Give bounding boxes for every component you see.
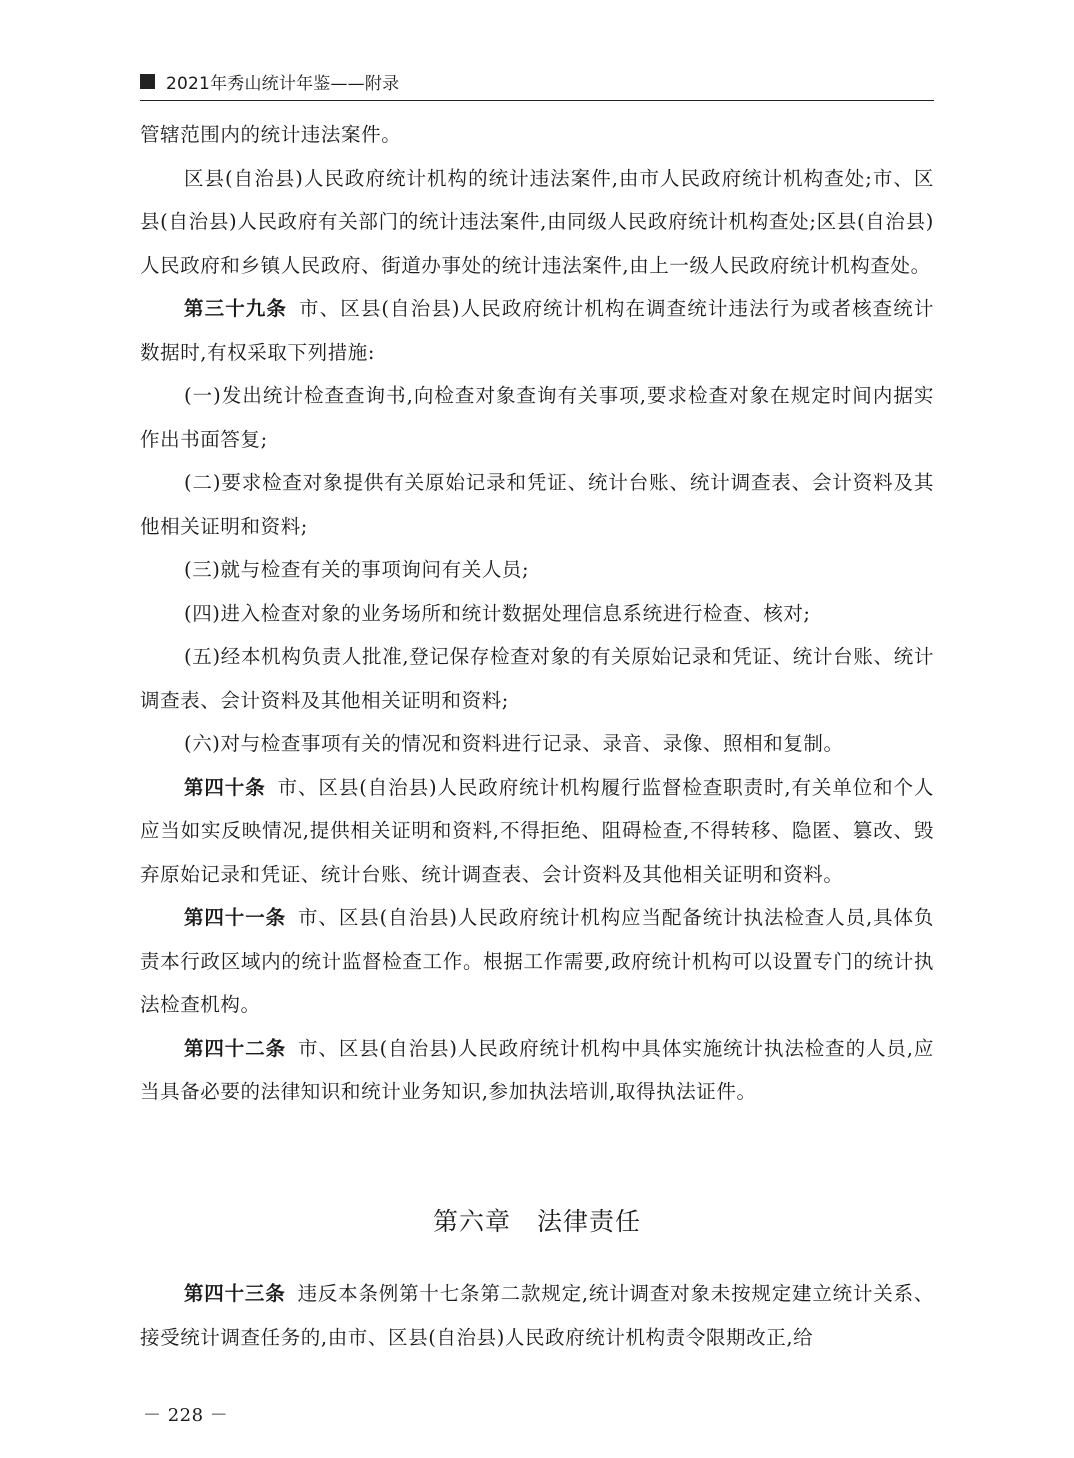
paragraph-text: (五)经本机构负责人批准,登记保存检查对象的有关原始记录和凭证、统计台账、统计调查表、会计资料及其他相关证明和资料; — [140, 645, 934, 712]
chapter-title: 第六章 法律责任 — [432, 1207, 641, 1236]
list-item — [140, 461, 934, 548]
paragraph — [140, 157, 934, 288]
paragraph-text: 市、区县(自治县)人民政府统计机构应当配备统计执法检查人员,具体负责本行政区域内的统计监督检查工作。根据工作需要,政府统计机构可以设置专门的统计执法检查机构。 — [140, 906, 934, 1016]
list-item — [140, 635, 934, 722]
paragraph-text: 市、区县(自治县)人民政府统计机构在调查统计违法行为或者核查统计数据时,有权采取下列措施: — [140, 297, 934, 364]
header-title: 2021年秀山统计年鉴——附录 — [166, 73, 400, 94]
article-40 — [140, 766, 934, 897]
body-text-continued — [140, 1272, 934, 1359]
list-item — [140, 592, 934, 636]
article-43 — [140, 1272, 934, 1359]
article-label: 第四十二条 — [184, 1036, 287, 1060]
paragraph-text: (四)进入检查对象的业务场所和统计数据处理信息系统进行检查、核对; — [184, 601, 811, 625]
paragraph-text: 市、区县(自治县)人民政府统计机构中具体实施统计执法检查的人员,应当具备必要的法律知识和统计业务知识,参加执法培训,取得执法证件。 — [140, 1036, 934, 1103]
body-text — [140, 113, 934, 1114]
article-label: 第四十一条 — [184, 906, 287, 929]
running-header — [140, 70, 934, 101]
article-label: 第四十条 — [184, 775, 266, 799]
paragraph-text: 市、区县(自治县)人民政府统计机构履行监督检查职责时,有关单位和个人应当如实反映情况,提供相关证明和资料,不得拒绝、阻碍检查,不得转移、隐匿、篡改、毁弃原始记录和凭证、统计台账、统计调查表、会计资料及其他相关证明和资料。 — [140, 775, 934, 886]
paragraph-text: 管辖范围内的统计违法案件。 — [140, 123, 402, 146]
paragraph-text: (三)就与检查有关的事项询问有关人员; — [184, 558, 530, 581]
article-42 — [140, 1027, 934, 1114]
list-item — [140, 374, 934, 461]
paragraph-text: (六)对与检查事项有关的情况和资料进行记录、录音、录像、照相和复制。 — [184, 732, 844, 755]
page-number: － 228 － — [143, 1405, 229, 1426]
paragraph-text: (一)发出统计检查查询书,向检查对象查询有关事项,要求检查对象在规定时间内据实作出书面答复; — [140, 384, 934, 451]
paragraph-text: 违反本条例第十七条第二款规定,统计调查对象未按规定建立统计关系、接受统计调查任务的,由市、区县(自治县)人民政府统计机构责令限期改正,给 — [140, 1282, 934, 1349]
list-item — [140, 722, 934, 766]
article-41 — [140, 896, 934, 1027]
paragraph — [140, 113, 934, 157]
article-39 — [140, 287, 934, 374]
header-square-marker — [140, 74, 155, 89]
article-label: 第三十九条 — [184, 297, 288, 320]
article-label: 第四十三条 — [184, 1282, 286, 1305]
paragraph-text: (二)要求检查对象提供有关原始记录和凭证、统计台账、统计调查表、会计资料及其他相关证明和资料; — [140, 471, 934, 538]
list-item — [140, 548, 934, 592]
paragraph-text: 区县(自治县)人民政府统计机构的统计违法案件,由市人民政府统计机构查处;市、区县(自治县)人民政府有关部门的统计违法案件,由同级人民政府统计机构查处;区县(自治县)人民政府和乡镇人民政府、街道办事处的统计违法案件,由上一级人民政府统计机构查处。 — [140, 166, 934, 277]
